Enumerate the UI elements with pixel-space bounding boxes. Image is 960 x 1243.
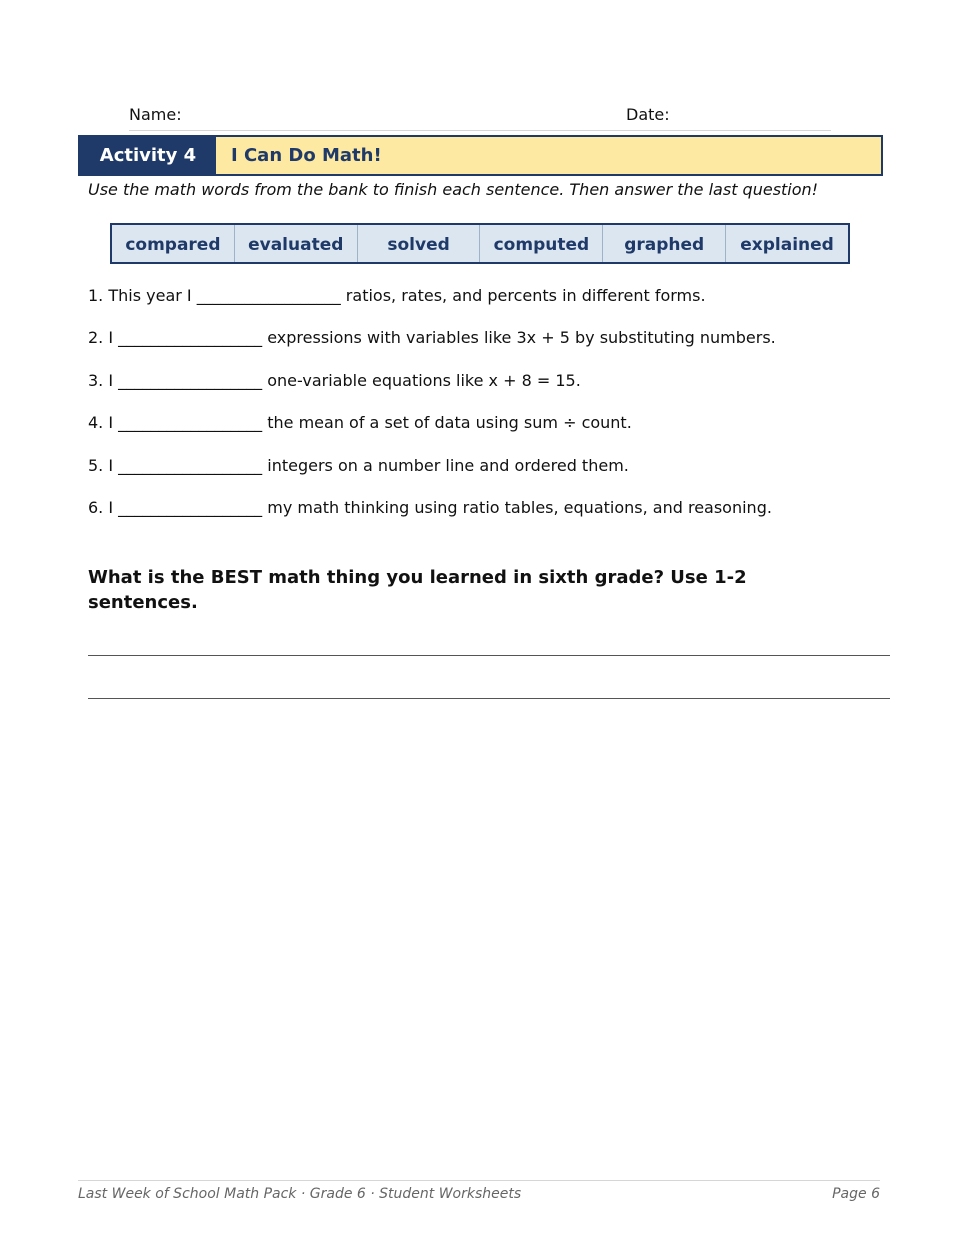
- sentence-list: [88, 286, 776, 540]
- word-bank-item: solved: [358, 225, 481, 262]
- activity-title: I Can Do Math!: [231, 145, 382, 166]
- word-bank-item: explained: [740, 235, 834, 255]
- word-bank-item: computed: [480, 225, 603, 262]
- sentence-item: 5. I __________________ integers on a number line and ordered them.: [88, 455, 629, 475]
- sentence-item: 1. This year I __________________ ratios, rates, and percents in different forms.: [88, 286, 706, 305]
- sentence-item: 4. I __________________ the mean of a set of data using sum ÷ count.: [88, 413, 632, 433]
- answer-line[interactable]: [88, 698, 890, 699]
- sentence-item: 2. I __________________ expressions with variables like 3x + 5 by substituting numbers.: [88, 328, 776, 348]
- name-label: Name:: [129, 105, 182, 124]
- answer-line[interactable]: [88, 655, 890, 656]
- sentence-item: 6. I __________________ my math thinking using ratio tables, equations, and reasoning.: [88, 497, 772, 517]
- word-bank-item: compared: [112, 225, 235, 262]
- page-number: Page 6: [832, 1186, 880, 1202]
- activity-header: [78, 135, 883, 176]
- instructions: Use the math words from the bank to finish each sentence. Then answer the last question!: [88, 180, 819, 199]
- footer-divider: [78, 1180, 880, 1181]
- reflection-question: What is the BEST math thing you learned in sixth grade? Use 1-2 sentences.: [88, 567, 747, 613]
- word-bank: [110, 223, 850, 264]
- activity-number: Activity 4: [80, 137, 216, 174]
- sentence-item: 3. I __________________ one-variable equations like x + 8 = 15.: [88, 370, 581, 390]
- date-label: Date:: [626, 105, 670, 124]
- word-bank-item: evaluated: [235, 225, 358, 262]
- word-bank-item: graphed: [603, 225, 726, 262]
- footer-title: Last Week of School Math Pack · Grade 6 · Student Worksheets: [78, 1186, 522, 1202]
- name-date-row: [129, 104, 831, 131]
